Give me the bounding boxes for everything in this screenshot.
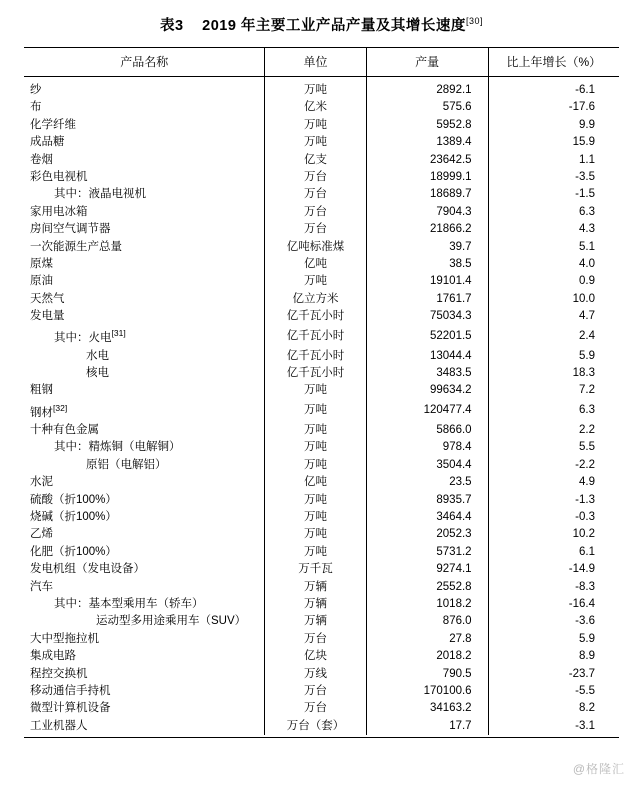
table-row (24, 561, 619, 578)
cell-product-name: 原煤 (30, 257, 53, 270)
cell-product-name: 布 (30, 101, 42, 114)
cell-unit: 亿支 (265, 151, 366, 168)
cell-output: 5866.0 (366, 422, 488, 439)
cell-output: 2552.8 (366, 579, 488, 596)
table-row (24, 273, 619, 290)
cell-growth: 4.3 (488, 221, 619, 238)
cell-product-name: 汽车 (30, 580, 53, 593)
cell-growth: -3.1 (488, 718, 619, 735)
cell-unit: 万辆 (265, 613, 366, 630)
cell-output: 1761.7 (366, 291, 488, 308)
cell-unit: 万辆 (265, 596, 366, 613)
cell-product-name: 家用电冰箱 (30, 205, 88, 218)
table-number: 表3 (160, 18, 184, 34)
cell-unit: 万吨 (265, 117, 366, 134)
cell-unit: 万吨 (265, 273, 366, 290)
cell-product-label: 其中：火电 (54, 332, 112, 345)
cell-unit: 万吨 (265, 422, 366, 439)
table-row (24, 151, 619, 168)
cell-product-name: 水泥 (30, 476, 53, 489)
cell-growth: -16.4 (488, 596, 619, 613)
cell-product-name: 水电 (86, 349, 109, 362)
cell-product-name: 其中：液晶电视机 (54, 188, 146, 201)
table-row (24, 457, 619, 474)
cell-output: 790.5 (366, 665, 488, 682)
table-header-row (24, 48, 619, 77)
table-row (24, 665, 619, 682)
cell-output: 99634.2 (366, 382, 488, 399)
table-row (24, 509, 619, 526)
cell-growth: 5.9 (488, 631, 619, 648)
cell-unit: 万台 (265, 204, 366, 221)
table-row (24, 492, 619, 509)
cell-output: 5952.8 (366, 117, 488, 134)
cell-growth: 2.2 (488, 422, 619, 439)
cell-output: 23642.5 (366, 151, 488, 168)
table-row (24, 348, 619, 365)
cell-product-name: 天然气 (30, 292, 65, 305)
cell-product-name: 其中：基本型乘用车（轿车） (54, 597, 204, 610)
cell-growth: 6.3 (488, 204, 619, 221)
table-row (24, 648, 619, 665)
cell-output: 34163.2 (366, 700, 488, 717)
cell-output: 39.7 (366, 238, 488, 255)
cell-unit: 万吨 (265, 400, 366, 422)
cell-output: 21866.2 (366, 221, 488, 238)
cell-unit: 万吨 (265, 77, 366, 100)
cell-product-name: 化学纤维 (30, 118, 76, 131)
cell-product-name: 原铝（电解铝） (86, 458, 167, 471)
cell-unit: 亿千瓦小时 (265, 365, 366, 382)
cell-unit: 亿吨标准煤 (265, 238, 366, 255)
title-footnote-marker: [30] (465, 16, 483, 27)
cell-output: 9274.1 (366, 561, 488, 578)
cell-growth: 6.3 (488, 400, 619, 422)
cell-growth: -2.2 (488, 457, 619, 474)
cell-product-name (24, 400, 265, 422)
table-row (24, 439, 619, 456)
cell-unit: 万吨 (265, 439, 366, 456)
cell-product-name: 纱 (30, 84, 42, 96)
cell-product-name: 大中型拖拉机 (30, 632, 99, 645)
cell-product-name: 卷烟 (30, 153, 53, 166)
table-head (24, 48, 619, 77)
cell-output: 18689.7 (366, 186, 488, 203)
cell-unit: 万台 (265, 683, 366, 700)
table-bottom-rule (24, 737, 619, 738)
cell-output: 978.4 (366, 439, 488, 456)
table-row (24, 256, 619, 273)
cell-product-name: 程控交换机 (30, 667, 88, 680)
table-row (24, 238, 619, 255)
cell-unit: 万台 (265, 631, 366, 648)
cell-unit: 万台（套） (265, 718, 366, 735)
table-row (24, 77, 619, 100)
cell-product-name: 集成电路 (30, 650, 76, 663)
cell-growth: 4.0 (488, 256, 619, 273)
cell-unit: 万台 (265, 186, 366, 203)
industrial-output-table (24, 47, 619, 735)
cell-output: 3504.4 (366, 457, 488, 474)
cell-unit: 万千瓦 (265, 561, 366, 578)
table-row (24, 526, 619, 543)
cell-footnote-marker: [32] (53, 402, 68, 413)
cell-product-name: 原油 (30, 275, 53, 288)
cell-unit: 万吨 (265, 134, 366, 151)
cell-output: 7904.3 (366, 204, 488, 221)
cell-output: 13044.4 (366, 348, 488, 365)
cell-output: 23.5 (366, 474, 488, 491)
cell-growth: 7.2 (488, 382, 619, 399)
cell-unit: 万线 (265, 665, 366, 682)
cell-growth: -5.5 (488, 683, 619, 700)
cell-growth: 2.4 (488, 325, 619, 347)
cell-growth: 8.2 (488, 700, 619, 717)
watermark: @格隆汇 (572, 762, 625, 776)
cell-product-name: 核电 (86, 367, 109, 380)
table-row (24, 382, 619, 399)
cell-product-name: 十种有色金属 (30, 424, 99, 437)
cell-product-label: 钢材 (30, 406, 53, 419)
cell-growth: 9.9 (488, 117, 619, 134)
cell-product-name: 硫酸（折100%） (30, 493, 117, 506)
cell-growth: 5.5 (488, 439, 619, 456)
cell-growth: 5.1 (488, 238, 619, 255)
cell-growth: -17.6 (488, 99, 619, 116)
cell-unit: 亿块 (265, 648, 366, 665)
cell-unit: 万吨 (265, 492, 366, 509)
cell-growth: -14.9 (488, 561, 619, 578)
cell-unit: 亿千瓦小时 (265, 325, 366, 347)
column-header-unit: 单位 (265, 48, 366, 77)
cell-product-name: 一次能源生产总量 (30, 240, 122, 253)
cell-output: 75034.3 (366, 308, 488, 325)
cell-growth: 8.9 (488, 648, 619, 665)
cell-unit: 万台 (265, 169, 366, 186)
cell-product-name: 彩色电视机 (30, 170, 88, 183)
table-row (24, 683, 619, 700)
cell-growth: -0.3 (488, 509, 619, 526)
cell-output: 3483.5 (366, 365, 488, 382)
column-header-output: 产量 (366, 48, 488, 77)
table-row (24, 613, 619, 630)
cell-output: 5731.2 (366, 544, 488, 561)
cell-unit: 亿千瓦小时 (265, 308, 366, 325)
cell-output: 876.0 (366, 613, 488, 630)
cell-product-name: 成品糖 (30, 136, 65, 149)
cell-unit: 万吨 (265, 457, 366, 474)
cell-unit: 万吨 (265, 526, 366, 543)
table-row (24, 204, 619, 221)
cell-growth: 4.7 (488, 308, 619, 325)
cell-product-name (24, 325, 265, 347)
table-row (24, 134, 619, 151)
cell-output: 38.5 (366, 256, 488, 273)
cell-growth: 0.9 (488, 273, 619, 290)
cell-unit: 万吨 (265, 544, 366, 561)
cell-growth: -1.3 (488, 492, 619, 509)
cell-output: 52201.5 (366, 325, 488, 347)
table-row (24, 99, 619, 116)
cell-unit: 万吨 (265, 382, 366, 399)
cell-unit: 亿吨 (265, 474, 366, 491)
cell-output: 170100.6 (366, 683, 488, 700)
cell-output: 27.8 (366, 631, 488, 648)
cell-unit: 万辆 (265, 579, 366, 596)
cell-growth: -23.7 (488, 665, 619, 682)
cell-unit: 万台 (265, 700, 366, 717)
table-row (24, 308, 619, 325)
table-row (24, 544, 619, 561)
cell-product-name: 移动通信手持机 (30, 684, 111, 697)
cell-product-name: 粗钢 (30, 384, 53, 397)
table-row (24, 365, 619, 382)
cell-product-name: 工业机器人 (30, 719, 88, 732)
column-header-product: 产品名称 (24, 48, 265, 77)
cell-unit: 亿立方米 (265, 291, 366, 308)
cell-growth: 6.1 (488, 544, 619, 561)
cell-product-name: 其中：精炼铜（电解铜） (54, 441, 181, 454)
cell-growth: -6.1 (488, 77, 619, 100)
cell-output: 120477.4 (366, 400, 488, 422)
cell-unit: 亿米 (265, 99, 366, 116)
cell-product-name: 化肥（折100%） (30, 545, 117, 558)
page-title (24, 0, 619, 47)
cell-output: 8935.7 (366, 492, 488, 509)
cell-growth: 10.2 (488, 526, 619, 543)
cell-output: 2892.1 (366, 77, 488, 100)
cell-output: 2052.3 (366, 526, 488, 543)
cell-growth: 4.9 (488, 474, 619, 491)
table-body (24, 77, 619, 736)
cell-output: 18999.1 (366, 169, 488, 186)
cell-output: 19101.4 (366, 273, 488, 290)
table-row (24, 117, 619, 134)
cell-growth: 5.9 (488, 348, 619, 365)
table-row (24, 221, 619, 238)
cell-growth: 15.9 (488, 134, 619, 151)
table-title-text: 2019 年主要工业产品产量及其增长速度 (202, 18, 466, 34)
cell-growth: 1.1 (488, 151, 619, 168)
cell-growth: -3.6 (488, 613, 619, 630)
cell-growth: -8.3 (488, 579, 619, 596)
cell-output: 1018.2 (366, 596, 488, 613)
cell-growth: -1.5 (488, 186, 619, 203)
table-row (24, 186, 619, 203)
cell-output: 2018.2 (366, 648, 488, 665)
table-row (24, 291, 619, 308)
cell-unit: 亿千瓦小时 (265, 348, 366, 365)
cell-output: 17.7 (366, 718, 488, 735)
cell-product-name: 房间空气调节器 (30, 223, 111, 236)
table-row (24, 700, 619, 717)
table-row (24, 474, 619, 491)
cell-product-name: 发电量 (30, 310, 65, 323)
cell-product-name: 乙烯 (30, 528, 53, 541)
cell-unit: 亿吨 (265, 256, 366, 273)
cell-unit: 万吨 (265, 509, 366, 526)
cell-product-name: 运动型多用途乘用车（SUV） (96, 615, 247, 628)
cell-growth: 10.0 (488, 291, 619, 308)
cell-product-name: 发电机组（发电设备） (30, 563, 145, 576)
cell-product-name: 微型计算机设备 (30, 702, 111, 715)
table-row (24, 422, 619, 439)
table-row (24, 596, 619, 613)
table-row (24, 400, 619, 422)
table-row (24, 718, 619, 735)
cell-product-name: 烧碱（折100%） (30, 511, 117, 524)
table-row (24, 579, 619, 596)
cell-footnote-marker: [31] (111, 328, 126, 339)
cell-growth: 18.3 (488, 365, 619, 382)
cell-output: 575.6 (366, 99, 488, 116)
table-row (24, 631, 619, 648)
column-header-growth: 比上年增长（%） (488, 48, 619, 77)
cell-unit: 万台 (265, 221, 366, 238)
cell-output: 1389.4 (366, 134, 488, 151)
cell-growth: -3.5 (488, 169, 619, 186)
table-row (24, 169, 619, 186)
table-row (24, 325, 619, 347)
cell-output: 3464.4 (366, 509, 488, 526)
